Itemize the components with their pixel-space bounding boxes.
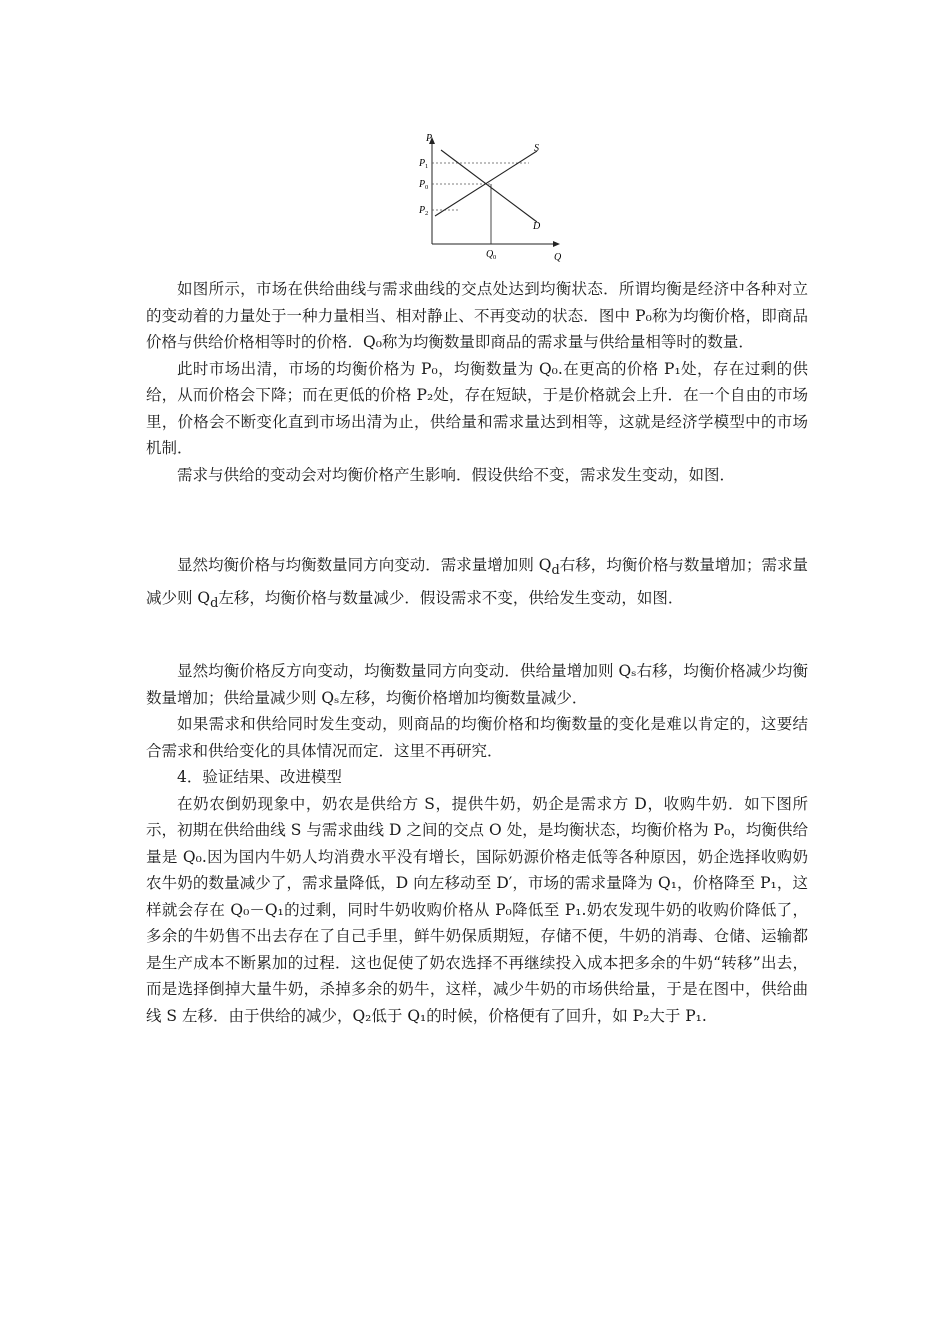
supply-label: S [534, 143, 539, 154]
x-axis-label: Q [554, 252, 562, 263]
text-block-supply-shift [146, 658, 808, 1029]
demand-label: D [533, 221, 541, 232]
paragraph-demand-change-intro: 需求与供给的变动会对均衡价格产生影响．假设供给不变，需求发生变动，如图． [177, 465, 736, 484]
supply-demand-diagram [405, 128, 565, 268]
paragraph-equilibrium-definition: 如图所示，市场在供给曲线与需求曲线的交点处达到均衡状态．所谓均衡是经济中各种对立的变动着的力量处于一种力量相当、相对静止、不再变动的状态．图中 P₀称为均衡价格，即商品价格与供给价格相等时的价格．Q₀称为均衡数量即商品的需求量与供给量相等时的数量． [146, 280, 808, 351]
paragraph-market-clearing: 此时市场出清，市场的均衡价格为 P₀，均衡数量为 Q₀.在更高的价格 P₁处，存在过剩的供给，从而价格会下降；而在更低的价格 P₂处，存在短缺，于是价格就会上升．在一个自由的市场里，价格会不断变化直到市场出清为止，供给量和需求量达到相等，这就是经济学模型中的市场机制． [146, 359, 808, 457]
p1-label: P [419, 158, 426, 169]
p0-subscript: 0 [425, 184, 429, 191]
text-block-demand-shift [146, 552, 808, 617]
p2-subscript: 2 [425, 210, 429, 217]
q0-subscript: 0 [493, 254, 497, 261]
supply-demand-figure [405, 128, 565, 268]
text-block-equilibrium [146, 276, 808, 488]
p2-label: P [419, 205, 426, 216]
x-axis-arrow [553, 241, 560, 247]
p0-label: P [419, 179, 426, 190]
paragraph-demand-shift: 显然均衡价格与均衡数量同方向变动．需求量增加则 $Q_d$右移，均衡价格与数量增加；需求量减少则 $Q_d$左移，均衡价格与数量减少．假设需求不变，供给发生变动，如图． [146, 556, 808, 611]
section-heading-verify: 4．验证结果、改进模型 [177, 768, 342, 786]
paragraph-simultaneous-change: 如果需求和供给同时发生变动，则商品的均衡价格和均衡数量的变化是难以肯定的，这要结合需求和供给变化的具体情况而定．这里不再研究． [146, 715, 808, 760]
p1-subscript: 1 [425, 163, 429, 170]
q0-label: Q [486, 249, 494, 260]
y-axis-label: P [426, 133, 433, 144]
paragraph-supply-shift: 显然均衡价格反方向变动，均衡数量同方向变动．供给量增加则 Qₛ右移，均衡价格减少均衡数量增加；供给量减少则 Qₛ左移，均衡价格增加均衡数量减少． [146, 662, 808, 707]
paragraph-milk-dumping: 在奶农倒奶现象中，奶农是供给方 S，提供牛奶，奶企是需求方 D，收购牛奶．如下图所示，初期在供给曲线 S 与需求曲线 D 之间的交点 O 处，是均衡状态，均衡价格为 P₀，均衡供给量是 Q₀.因为国内牛奶人均消费水平没有增长，国际奶源价格走低等各种原因，奶企选择收购奶农牛奶的数量减少了，需求量降低，D 向左移动至 D′，市场的需求量降为 Q₁，价格降至 P₁，这样就会存在 Q₀－Q₁的过剩，同时牛奶收购价格从 P₀降低至 P₁.奶农发现牛奶的收购价降低了，多余的牛奶售不出去存在了自己手里，鲜牛奶保质期短，存储不便，牛奶的消毒、仓储、运输都是生产成本不断累加的过程．这也促使了奶农选择不再继续投入成本把多余的牛奶“转移”出去，而是选择倒掉大量牛奶，杀掉多余的奶牛，这样，减少牛奶的市场供给量，于是在图中，供给曲线 S 左移．由于供给的减少，Q₂低于 Q₁的时候，价格便有了回升，如 P₂大于 P₁. [146, 794, 808, 1025]
